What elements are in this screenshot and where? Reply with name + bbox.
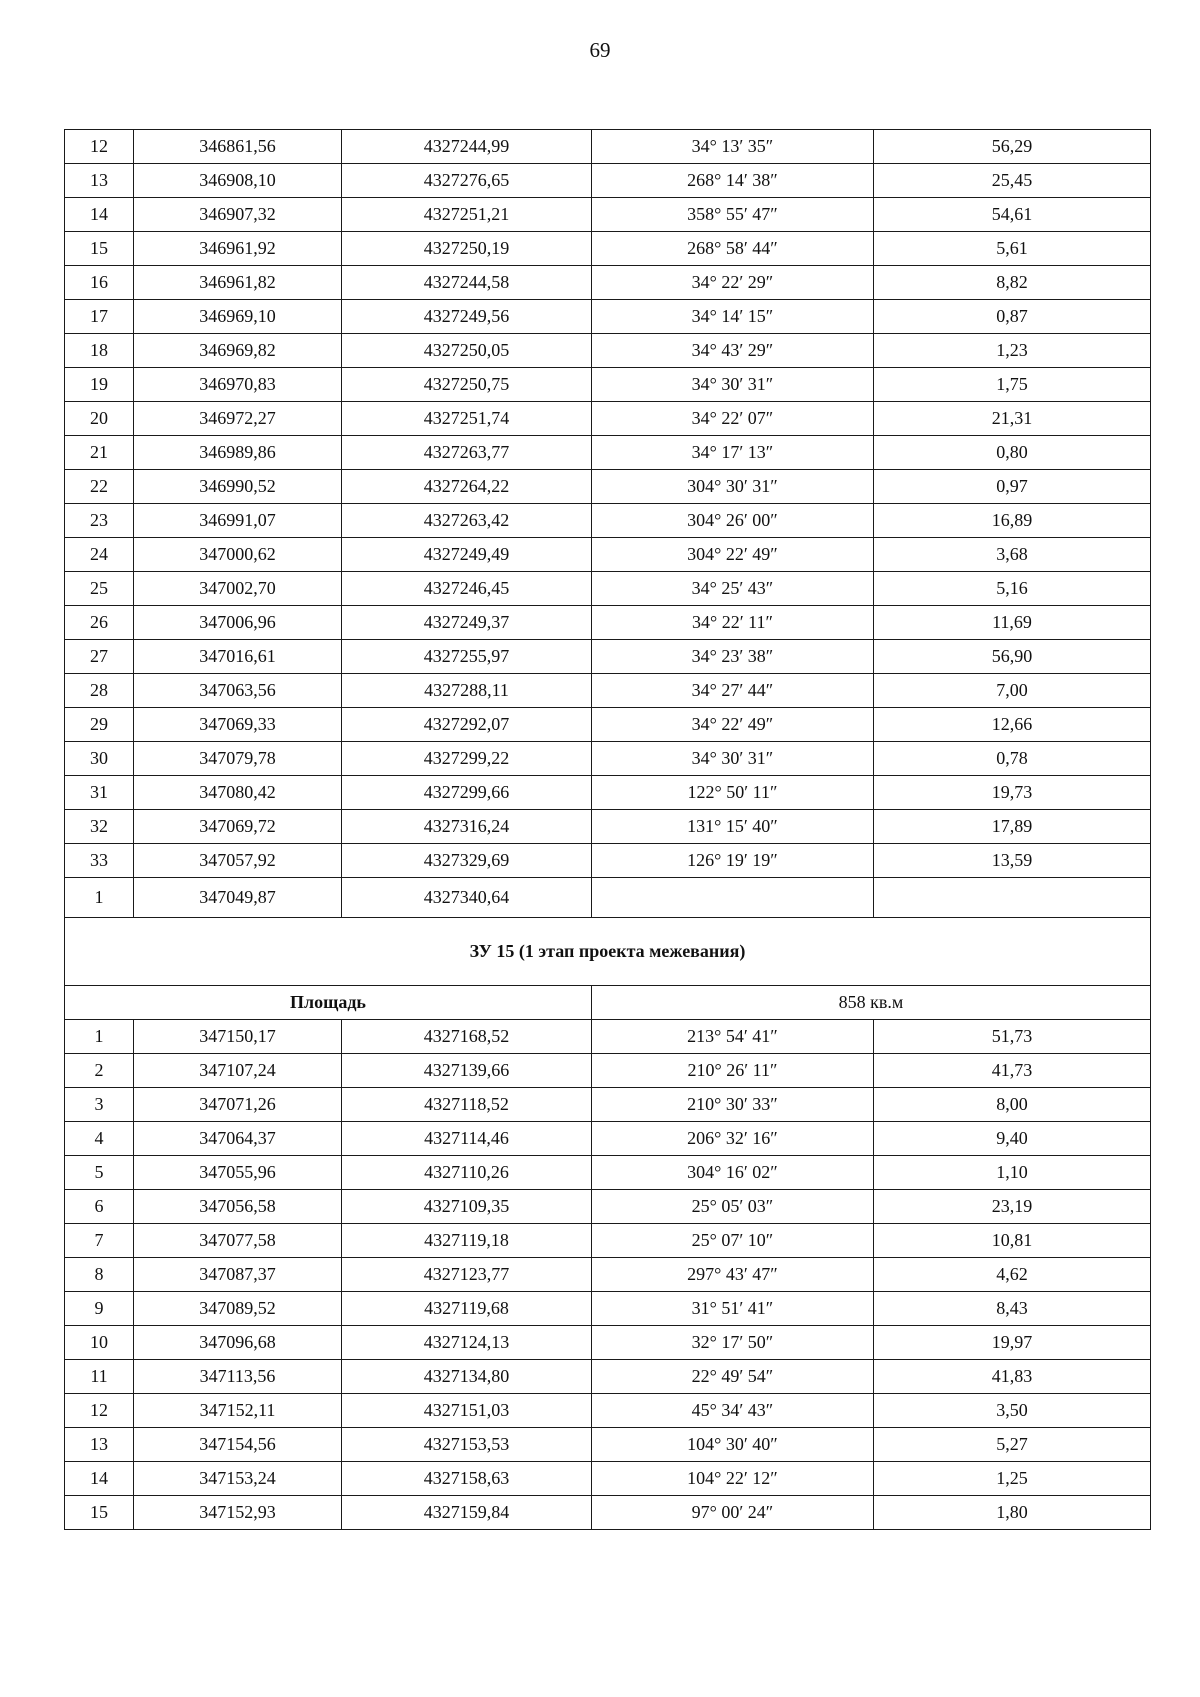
bearing-cell: 34° 27′ 44″ [592,674,874,708]
point-number-cell: 32 [65,810,134,844]
distance-cell: 25,45 [874,164,1151,198]
bearing-cell: 34° 43′ 29″ [592,334,874,368]
distance-cell: 0,97 [874,470,1151,504]
distance-cell: 17,89 [874,810,1151,844]
x-coordinate-cell: 346961,92 [134,232,342,266]
x-coordinate-cell: 347087,37 [134,1258,342,1292]
page-number: 69 [589,38,611,62]
bearing-cell: 97° 00′ 24″ [592,1496,874,1530]
table-row [65,1462,1151,1496]
distance-cell: 51,73 [874,1020,1151,1054]
bearing-cell: 25° 07′ 10″ [592,1224,874,1258]
point-number-cell: 14 [65,198,134,232]
point-number-cell: 1 [65,1020,134,1054]
bearing-cell: 131° 15′ 40″ [592,810,874,844]
x-coordinate-cell: 347057,92 [134,844,342,878]
x-coordinate-cell: 347000,62 [134,538,342,572]
point-number-cell: 16 [65,266,134,300]
x-coordinate-cell: 347089,52 [134,1292,342,1326]
y-coordinate-cell: 4327159,84 [342,1496,592,1530]
bearing-cell: 122° 50′ 11″ [592,776,874,810]
bearing-cell: 304° 22′ 49″ [592,538,874,572]
table-row [65,1156,1151,1190]
bearing-cell: 31° 51′ 41″ [592,1292,874,1326]
x-coordinate-cell: 346990,52 [134,470,342,504]
point-number-cell: 8 [65,1258,134,1292]
bearing-cell: 34° 22′ 49″ [592,708,874,742]
x-coordinate-cell: 346969,10 [134,300,342,334]
distance-cell: 10,81 [874,1224,1151,1258]
table-row [65,1054,1151,1088]
table-row [65,1360,1151,1394]
bearing-cell: 104° 30′ 40″ [592,1428,874,1462]
point-number-cell: 33 [65,844,134,878]
x-coordinate-cell: 347150,17 [134,1020,342,1054]
point-number-cell: 28 [65,674,134,708]
bearing-cell: 210° 26′ 11″ [592,1054,874,1088]
point-number-cell: 15 [65,1496,134,1530]
y-coordinate-cell: 4327316,24 [342,810,592,844]
table-row [65,1292,1151,1326]
distance-cell: 12,66 [874,708,1151,742]
x-coordinate-cell: 347152,93 [134,1496,342,1530]
area-value: 858 кв.м [592,986,1151,1020]
y-coordinate-cell: 4327109,35 [342,1190,592,1224]
x-coordinate-cell: 347069,33 [134,708,342,742]
table-row-closing-point [65,878,1151,918]
distance-cell: 41,73 [874,1054,1151,1088]
x-coordinate-cell: 347016,61 [134,640,342,674]
bearing-cell: 104° 22′ 12″ [592,1462,874,1496]
table-row [65,1224,1151,1258]
x-coordinate-cell: 347006,96 [134,606,342,640]
point-number-cell: 26 [65,606,134,640]
y-coordinate-cell: 4327264,22 [342,470,592,504]
y-coordinate-cell: 4327340,64 [342,878,592,918]
distance-cell: 54,61 [874,198,1151,232]
x-coordinate-cell: 347152,11 [134,1394,342,1428]
table-row [65,742,1151,776]
x-coordinate-cell: 347055,96 [134,1156,342,1190]
x-coordinate-cell: 347080,42 [134,776,342,810]
x-coordinate-cell: 346908,10 [134,164,342,198]
table-row [65,1428,1151,1462]
x-coordinate-cell: 346907,32 [134,198,342,232]
table-row [65,1394,1151,1428]
point-number-cell: 7 [65,1224,134,1258]
table-row [65,1258,1151,1292]
x-coordinate-cell: 347002,70 [134,572,342,606]
point-number-cell: 27 [65,640,134,674]
y-coordinate-cell: 4327292,07 [342,708,592,742]
y-coordinate-cell: 4327263,77 [342,436,592,470]
section-title: ЗУ 15 (1 этап проекта межевания) [65,918,1151,986]
y-coordinate-cell: 4327299,22 [342,742,592,776]
table-row [65,470,1151,504]
y-coordinate-cell: 4327139,66 [342,1054,592,1088]
y-coordinate-cell: 4327124,13 [342,1326,592,1360]
point-number-cell: 30 [65,742,134,776]
point-number-cell: 3 [65,1088,134,1122]
table-row [65,1326,1151,1360]
y-coordinate-cell: 4327158,63 [342,1462,592,1496]
bearing-cell: 34° 25′ 43″ [592,572,874,606]
bearing-cell: 304° 16′ 02″ [592,1156,874,1190]
table-row [65,776,1151,810]
x-coordinate-cell: 347113,56 [134,1360,342,1394]
distance-cell: 1,10 [874,1156,1151,1190]
section-title-row [65,918,1151,986]
point-number-cell: 24 [65,538,134,572]
y-coordinate-cell: 4327250,19 [342,232,592,266]
table-row [65,300,1151,334]
y-coordinate-cell: 4327118,52 [342,1088,592,1122]
x-coordinate-cell: 347064,37 [134,1122,342,1156]
x-coordinate-cell: 347069,72 [134,810,342,844]
bearing-cell: 34° 23′ 38″ [592,640,874,674]
distance-cell: 0,80 [874,436,1151,470]
point-number-cell: 20 [65,402,134,436]
point-number-cell: 12 [65,1394,134,1428]
y-coordinate-cell: 4327244,58 [342,266,592,300]
y-coordinate-cell: 4327250,75 [342,368,592,402]
y-coordinate-cell: 4327249,37 [342,606,592,640]
point-number-cell: 23 [65,504,134,538]
y-coordinate-cell: 4327246,45 [342,572,592,606]
y-coordinate-cell: 4327329,69 [342,844,592,878]
table-row [65,1088,1151,1122]
bearing-cell: 45° 34′ 43″ [592,1394,874,1428]
table-row [65,572,1151,606]
y-coordinate-cell: 4327110,26 [342,1156,592,1190]
distance-cell: 56,29 [874,130,1151,164]
distance-cell: 5,27 [874,1428,1151,1462]
bearing-cell: 268° 58′ 44″ [592,232,874,266]
x-coordinate-cell: 346961,82 [134,266,342,300]
table-row [65,164,1151,198]
bearing-cell: 126° 19′ 19″ [592,844,874,878]
table-row [65,674,1151,708]
distance-cell: 23,19 [874,1190,1151,1224]
table-row [65,1190,1151,1224]
bearing-cell: 213° 54′ 41″ [592,1020,874,1054]
table-row [65,538,1151,572]
x-coordinate-cell: 347077,58 [134,1224,342,1258]
table-row [65,708,1151,742]
bearing-cell: 358° 55′ 47″ [592,198,874,232]
x-coordinate-cell: 347079,78 [134,742,342,776]
distance-cell: 4,62 [874,1258,1151,1292]
point-number-cell: 1 [65,878,134,918]
distance-cell: 1,80 [874,1496,1151,1530]
distance-cell: 5,16 [874,572,1151,606]
distance-cell: 0,78 [874,742,1151,776]
point-number-cell: 17 [65,300,134,334]
table-row [65,1020,1151,1054]
bearing-cell: 34° 30′ 31″ [592,368,874,402]
point-number-cell: 13 [65,164,134,198]
point-number-cell: 22 [65,470,134,504]
point-number-cell: 13 [65,1428,134,1462]
coordinates-table [64,129,1151,1530]
point-number-cell: 21 [65,436,134,470]
y-coordinate-cell: 4327123,77 [342,1258,592,1292]
x-coordinate-cell: 347096,68 [134,1326,342,1360]
point-number-cell: 10 [65,1326,134,1360]
distance-cell: 41,83 [874,1360,1151,1394]
bearing-cell: 34° 22′ 11″ [592,606,874,640]
table-row [65,368,1151,402]
bearing-cell: 34° 14′ 15″ [592,300,874,334]
distance-cell: 56,90 [874,640,1151,674]
table-row [65,606,1151,640]
bearing-cell: 210° 30′ 33″ [592,1088,874,1122]
x-coordinate-cell: 347056,58 [134,1190,342,1224]
y-coordinate-cell: 4327288,11 [342,674,592,708]
table-row [65,232,1151,266]
distance-cell: 1,75 [874,368,1151,402]
bearing-cell: 34° 17′ 13″ [592,436,874,470]
y-coordinate-cell: 4327299,66 [342,776,592,810]
point-number-cell: 29 [65,708,134,742]
distance-cell: 0,87 [874,300,1151,334]
table-row [65,1496,1151,1530]
table-row [65,640,1151,674]
distance-cell: 7,00 [874,674,1151,708]
bearing-cell: 304° 30′ 31″ [592,470,874,504]
distance-cell [874,878,1151,918]
distance-cell: 11,69 [874,606,1151,640]
distance-cell: 3,50 [874,1394,1151,1428]
bearing-cell: 34° 13′ 35″ [592,130,874,164]
table-row [65,402,1151,436]
distance-cell: 1,23 [874,334,1151,368]
point-number-cell: 19 [65,368,134,402]
bearing-cell: 32° 17′ 50″ [592,1326,874,1360]
x-coordinate-cell: 347049,87 [134,878,342,918]
x-coordinate-cell: 347107,24 [134,1054,342,1088]
x-coordinate-cell: 347154,56 [134,1428,342,1462]
bearing-cell: 34° 22′ 07″ [592,402,874,436]
y-coordinate-cell: 4327244,99 [342,130,592,164]
point-number-cell: 9 [65,1292,134,1326]
bearing-cell: 297° 43′ 47″ [592,1258,874,1292]
distance-cell: 8,00 [874,1088,1151,1122]
y-coordinate-cell: 4327119,68 [342,1292,592,1326]
point-number-cell: 31 [65,776,134,810]
bearing-cell: 22° 49′ 54″ [592,1360,874,1394]
x-coordinate-cell: 347071,26 [134,1088,342,1122]
table-row [65,266,1151,300]
table-row [65,1122,1151,1156]
y-coordinate-cell: 4327151,03 [342,1394,592,1428]
bearing-cell: 34° 22′ 29″ [592,266,874,300]
y-coordinate-cell: 4327134,80 [342,1360,592,1394]
table-row [65,844,1151,878]
bearing-cell: 25° 05′ 03″ [592,1190,874,1224]
distance-cell: 3,68 [874,538,1151,572]
distance-cell: 1,25 [874,1462,1151,1496]
distance-cell: 19,97 [874,1326,1151,1360]
point-number-cell: 25 [65,572,134,606]
area-row [65,986,1151,1020]
table-row [65,436,1151,470]
distance-cell: 13,59 [874,844,1151,878]
distance-cell: 9,40 [874,1122,1151,1156]
point-number-cell: 11 [65,1360,134,1394]
x-coordinate-cell: 347063,56 [134,674,342,708]
y-coordinate-cell: 4327250,05 [342,334,592,368]
bearing-cell: 34° 30′ 31″ [592,742,874,776]
x-coordinate-cell: 347153,24 [134,1462,342,1496]
table-row [65,130,1151,164]
table-row [65,504,1151,538]
distance-cell: 16,89 [874,504,1151,538]
point-number-cell: 4 [65,1122,134,1156]
y-coordinate-cell: 4327251,21 [342,198,592,232]
y-coordinate-cell: 4327153,53 [342,1428,592,1462]
y-coordinate-cell: 4327276,65 [342,164,592,198]
point-number-cell: 6 [65,1190,134,1224]
point-number-cell: 12 [65,130,134,164]
y-coordinate-cell: 4327119,18 [342,1224,592,1258]
point-number-cell: 18 [65,334,134,368]
distance-cell: 19,73 [874,776,1151,810]
x-coordinate-cell: 346861,56 [134,130,342,164]
y-coordinate-cell: 4327249,56 [342,300,592,334]
bearing-cell: 206° 32′ 16″ [592,1122,874,1156]
table-row [65,198,1151,232]
y-coordinate-cell: 4327114,46 [342,1122,592,1156]
distance-cell: 8,82 [874,266,1151,300]
point-number-cell: 14 [65,1462,134,1496]
y-coordinate-cell: 4327168,52 [342,1020,592,1054]
point-number-cell: 15 [65,232,134,266]
distance-cell: 8,43 [874,1292,1151,1326]
coordinates-table-body [65,130,1151,1530]
point-number-cell: 2 [65,1054,134,1088]
y-coordinate-cell: 4327255,97 [342,640,592,674]
distance-cell: 21,31 [874,402,1151,436]
bearing-cell [592,878,874,918]
y-coordinate-cell: 4327263,42 [342,504,592,538]
x-coordinate-cell: 346989,86 [134,436,342,470]
table-row [65,810,1151,844]
x-coordinate-cell: 346991,07 [134,504,342,538]
x-coordinate-cell: 346970,83 [134,368,342,402]
distance-cell: 5,61 [874,232,1151,266]
y-coordinate-cell: 4327249,49 [342,538,592,572]
table-row [65,334,1151,368]
y-coordinate-cell: 4327251,74 [342,402,592,436]
x-coordinate-cell: 346972,27 [134,402,342,436]
area-label: Площадь [65,986,592,1020]
bearing-cell: 268° 14′ 38″ [592,164,874,198]
point-number-cell: 5 [65,1156,134,1190]
x-coordinate-cell: 346969,82 [134,334,342,368]
bearing-cell: 304° 26′ 00″ [592,504,874,538]
